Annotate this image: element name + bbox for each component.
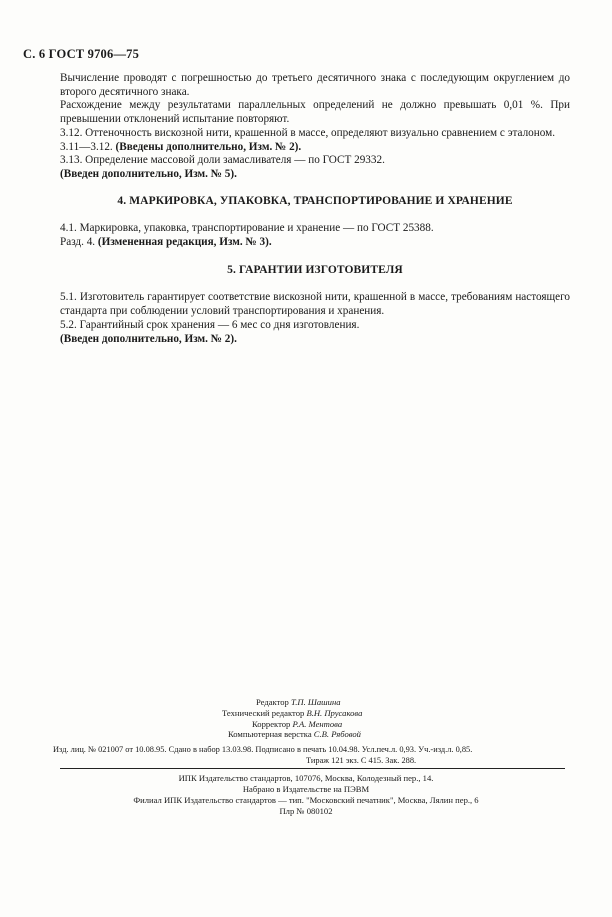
document-body — [60, 72, 570, 346]
footer-line: Набрано в Издательстве на ПЭВМ — [242, 784, 370, 794]
paragraph-section-4-note — [60, 236, 570, 250]
paragraph-calculation: Вычисление проводят с погрешностью до третьего десятичного знака с последующим округлением до второго десятичного знака. — [60, 72, 570, 98]
footer-line: Плр № 080102 — [279, 806, 333, 816]
credit-role: Технический редактор — [222, 707, 305, 718]
credit-technical-editor — [0, 708, 612, 719]
credit-name: В.Н. Прусакова — [306, 707, 363, 718]
clause-range: 3.11—3.12. — [60, 140, 113, 153]
credit-role: Редактор — [256, 697, 289, 707]
credit-proofreader — [0, 719, 612, 730]
paragraph-discrepancy: Расхождение между результатами параллельных определений не должно превышать 0,01 %. При превышении отклонений испытание повторяют. — [60, 99, 570, 126]
credit-layout — [0, 729, 612, 740]
section-ref: Разд. 4. — [60, 236, 96, 249]
footer-line: ИПК Издательство стандартов, 107076, Москва, Колодезный пер., 14. — [178, 773, 434, 783]
credit-name: Р.А. Ментова — [292, 718, 343, 729]
publisher-footer — [0, 773, 612, 817]
amendment-note: (Введен дополнительно, Изм. № 2). — [60, 332, 237, 345]
credit-editor — [0, 697, 612, 708]
imprint-line: Изд. лиц. № 021007 от 10.08.95. Сдано в набор 13.03.98. Подписано в печать 10.04.98. Усл.печ.л. 0,93. Уч.-изд.л. 0,85. — [53, 745, 473, 754]
amendment-note: (Введены дополнительно, Изм. № 2). — [115, 140, 302, 153]
paragraph-4-1: 4.1. Маркировка, упаковка, транспортирование и хранение — по ГОСТ 25388. — [60, 222, 434, 235]
paragraph-3-12: 3.12. Оттеночность вискозной нити, крашенной в массе, определяют визуально сравнением с эталоном. — [60, 126, 556, 139]
paragraph-5-2: 5.2. Гарантийный срок хранения — 6 мес со дня изготовления. — [60, 318, 360, 331]
credit-name: С.В. Рябовой — [313, 729, 361, 740]
paragraph-3-13: 3.13. Определение массовой доли замасливателя — по ГОСТ 29332. — [60, 154, 385, 167]
imprint-line: Тираж 121 экз. С 415. Зак. 288. — [306, 755, 417, 765]
amendment-note: (Введен дополнительно, Изм. № 5). — [60, 167, 237, 180]
divider — [60, 768, 565, 769]
paragraph-3-11-3-12 — [60, 141, 570, 155]
page-header: С. 6 ГОСТ 9706—75 — [23, 47, 140, 61]
credit-name: Т.П. Шашина — [291, 697, 341, 707]
credit-role: Компьютерная верстка — [228, 729, 312, 740]
paragraph-5-1: 5.1. Изготовитель гарантирует соответствие вискозной нити, крашенной в массе, требованиям настоящего стандарта при соблюдении условий транспортирования и хранения. — [60, 291, 570, 318]
editorial-credits — [0, 697, 612, 740]
section-5-heading: 5. ГАРАНТИИ ИЗГОТОВИТЕЛЯ — [227, 263, 403, 276]
footer-line: Филиал ИПК Издательство стандартов — тип. "Московский печатник", Москва, Лялин пер., 6 — [133, 795, 479, 805]
section-4-heading: 4. МАРКИРОВКА, УПАКОВКА, ТРАНСПОРТИРОВАНИЕ И ХРАНЕНИЕ — [117, 194, 513, 207]
imprint — [53, 745, 583, 767]
amendment-note: (Измененная редакция, Изм. № 3). — [97, 236, 272, 249]
credit-role: Корректор — [252, 718, 291, 729]
